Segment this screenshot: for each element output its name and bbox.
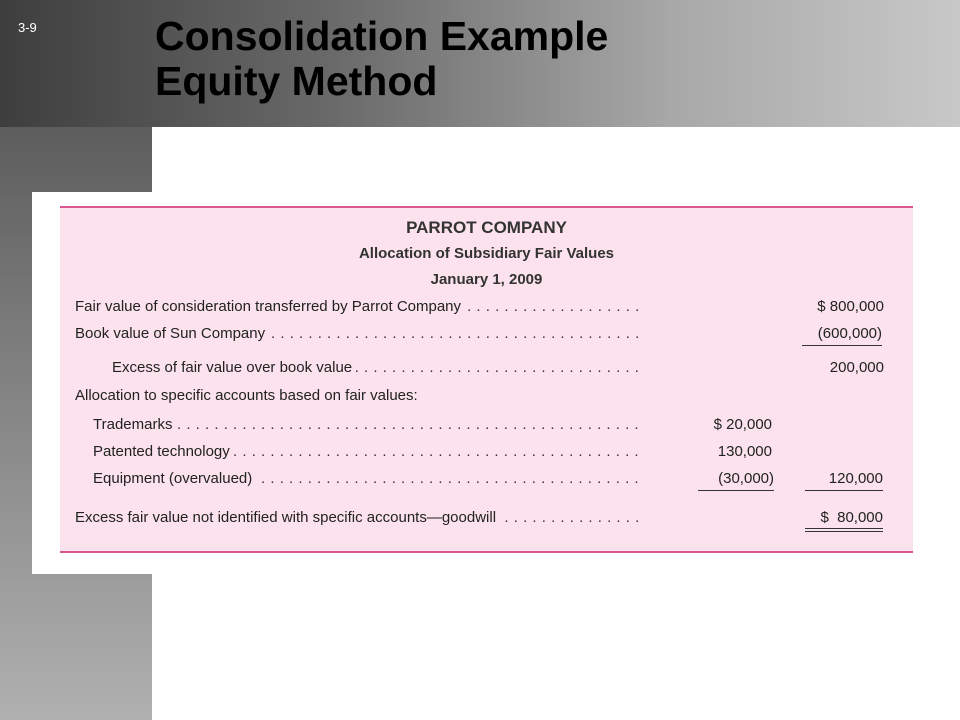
schedule-row: [60, 470, 913, 492]
schedule-row: [60, 509, 913, 531]
row-col1: 130,000: [717, 443, 772, 460]
schedule-row: [60, 359, 913, 381]
schedule-row: [60, 387, 913, 409]
row-label: Excess of fair value over book value: [112, 359, 356, 376]
row-label: Fair value of consideration transferred by Parrot Company: [75, 298, 465, 315]
slide-title-line2: Equity Method: [155, 58, 438, 104]
schedule-subtitle: Allocation of Subsidiary Fair Values: [358, 245, 615, 262]
slide-title-line1: Consolidation Example: [155, 13, 609, 59]
row-col2: $ 80,000: [805, 509, 883, 532]
row-label: Trademarks: [93, 416, 176, 433]
schedule-company: PARROT COMPANY: [406, 218, 567, 237]
row-label: Patented technology: [93, 443, 234, 460]
schedule-row: [60, 416, 913, 438]
row-label: Excess fair value not identified with specific accounts—goodwill: [75, 509, 500, 526]
row-col1: (30,000): [698, 470, 774, 491]
row-label: Allocation to specific accounts based on fair values:: [75, 387, 422, 404]
row-label: Book value of Sun Company: [75, 325, 269, 342]
row-col2: 120,000: [805, 470, 883, 491]
row-col2: 200,000: [829, 359, 884, 376]
row-label: Equipment (overvalued): [93, 470, 256, 487]
schedule-row: [60, 443, 913, 465]
slide-title: [155, 14, 608, 104]
row-col2: $ 800,000: [817, 298, 884, 315]
schedule-date: January 1, 2009: [430, 271, 543, 288]
schedule-row: [60, 298, 913, 320]
allocation-schedule: [60, 206, 913, 553]
schedule-row: [60, 325, 913, 347]
row-col1: $ 20,000: [713, 416, 772, 433]
row-col2: (600,000): [802, 325, 882, 346]
slide-number: 3-9: [18, 20, 37, 35]
